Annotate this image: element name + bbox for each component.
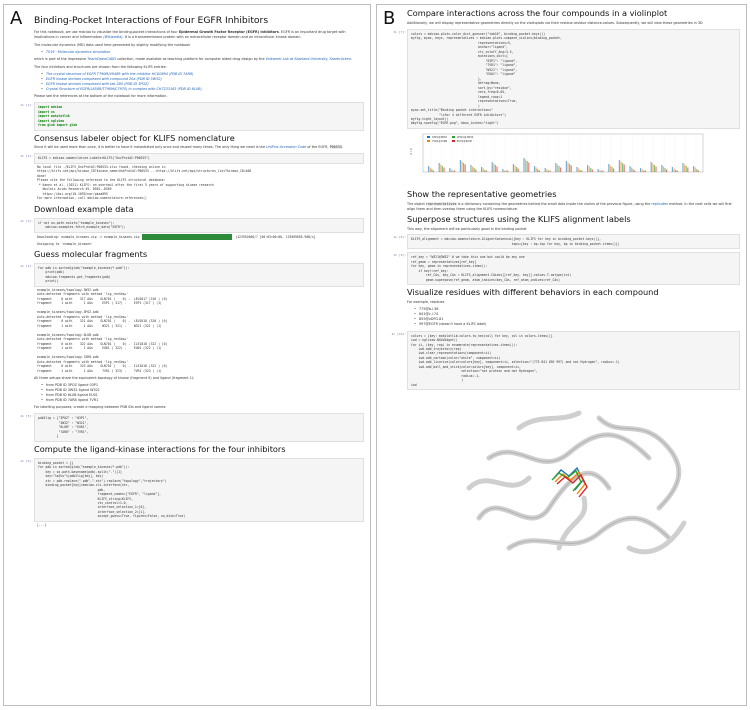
violin-mark [629,166,630,172]
violin-mark [523,158,524,172]
violin-mark [452,170,453,172]
violin-mark [663,166,664,172]
progress-fill [142,234,232,240]
violin-mark [442,166,443,172]
violin-mark [687,167,688,172]
panel-label-b: B [383,8,396,29]
legend-swatch [452,140,455,142]
legend-swatch [427,136,430,138]
legend-swatch [427,140,430,142]
violin-mark [581,170,582,172]
structure-link-6lub[interactable]: Crystal Structure of EGFR(L858R/T790M/C797S) in complex with CH7233163 (PDB ID 6LUB) [46,87,202,92]
mapping-note: For labelling purposes, create a mapping between PDB IDs and ligand names: [34,405,167,410]
violin-mark [571,165,572,172]
violin-mark [696,169,697,172]
heading-consensus: Consensus labeler object for KLIFS nomenclature [34,132,235,143]
legend-swatch [452,136,455,138]
violin-mark [505,170,506,172]
violin-mark [454,170,455,172]
cell-prompt: In [3]: [20,218,33,223]
code-cell-fragments[interactable] [20,263,364,374]
violin-mark [528,162,529,172]
violin-mark [428,166,429,172]
heading-compare: Compare interactions across the four compounds in a violinplot [407,8,668,18]
code-cell-imports[interactable] [20,102,364,130]
code-input[interactable]: import mdciao import os import matplotlib import nglview from glob import glob [34,102,364,130]
notebook-panel-b [376,4,747,706]
code-input[interactable]: colors = mdciao.plots.color_dict_guesser("tab10", binding_pocket.keys()) myfig, myax, keys, representatives = mdciao.plots.compare_violins(binding_pocket, representatives=5, anchor="ligand", ctc_cutoff_Ang=3.5, mutations_dict={ "03P1": "ligand", "7VR1": "ligand", "W321": "ligand", "EU01": "ligand" }, defrag=None, sort_by="residue", zero_freq=0.05, legend_rows=1 representatives=True, ) myax.set_title("Binding pocket interactions" "\nfor 4 different EGFR inhibitors") myfig.tight_layout() #myfig.savefig("EGFR.png", bbox_inches="tight") [407,29,740,129]
replicates-link[interactable]: replicates [651,201,669,206]
violin-mark [465,164,466,172]
code-cell-pdb2lig[interactable] [20,413,364,441]
violin-mark [677,170,678,172]
download-progress [34,233,364,241]
violin-mark [620,161,621,172]
progress-stats: |423952008/? [00:03<00:00, 125969656.90B/s] [235,234,316,239]
violin-mark [619,160,620,172]
violin-mark [486,170,487,172]
violin-mark [589,166,590,172]
violin-mark [502,169,503,172]
violin-mark [601,170,602,172]
violin-mark [495,165,496,172]
violin-mark [513,164,514,172]
molecule-viewer[interactable] [407,398,740,568]
violin-mark [440,164,441,172]
md-intro-text: The molecular dynamics (MD) data used here generated by slightly modifying the notebook [34,42,191,47]
violin-mark [558,166,559,172]
volkamer-lab-link[interactable]: Volkamer Lab at Saarland University, Saarbrücken [265,56,351,61]
violin-mark [484,170,485,172]
violin-mark [470,165,471,172]
code-input[interactable]: if not os.path.exists("example_kinases"): mdciao.examples.fetch_example_data("EGFR"); [34,218,364,233]
cell-prompt: In [7]: [393,29,406,34]
cell-prompt: In [6]: [20,458,33,463]
violin-mark [566,161,567,172]
residue-item: • 855@xDFG.81 [413,317,740,322]
teachopencadd-link[interactable]: TeachOpenCADD [87,56,117,61]
intro-paragraph: For this notebook, we use mdciao to visualize the binding-pocket interactions of four Epidermal Growth Factor Receptor (EGFR) inhibitors. EGFR is an important drug target with implications in cancer and inflammation (Wikipedia). It is a transmembrane protein with an extracellular receptor domain and an intracellular kinase domain. [34,30,346,39]
violin-mark [545,168,546,172]
code-input[interactable]: KLIFS = mdciao.nomenclature.LabelerKLIFS("UniProtAC:P00533") [34,153,364,163]
violin-mark [587,165,588,172]
t019-link[interactable]: T019 · Molecular dynamics simulation [46,49,111,54]
ligand-item: • from PDB ID 3W32 ligand W321 [40,388,364,393]
ligand-item: • from PDB ID 7AR8 ligand 7VR1 [40,398,364,403]
violin-mark [525,159,526,172]
violin-mark [686,166,687,172]
violin-mark [536,167,537,172]
violin-mark [631,167,632,172]
fragments-note: All three setups share the equivalent topology of kinase (fragment 0) and ligand (fragment 1): [34,376,195,381]
violin-mark [548,170,549,172]
violin-plot-svg [407,131,707,183]
violin-mark [684,164,685,172]
heading-download: Download example data [34,203,134,214]
code-input[interactable]: ref_key = "W321@3W32" # we take this one but could be any one ref_geom = representatives[ref_key] for key, geom in representatives.items(): if key!=ref_key: ref_CAs, key_CAs = KLIFS_alignment.CAidxs[[ref_key, key]].values.T.astype(int) geom.superpose(ref_geom, atom_indices=key_CAs, ref_atom_indices=ref_CAs) [407,252,740,285]
violin-mark [633,169,634,172]
violin-mark [592,169,593,172]
violin-mark [433,170,434,172]
violin-mark [613,168,614,172]
code-input[interactable]: binding_pocket = {} for pdb in sorted(glob("example_kinases/*.pdb")): key = os.path.basename(pdb).split(".")[1] key="%s@%s"%(pdb2lig[key], key) xtc = pdb.replace(".pdb",".xtc").replace("topology","trajectory") binding_pocket[key]=mdciao.cli.interface(xtc, pdb, fragment_names=["EGFR", "ligand"], KLIFS_string=KLIFS, ctc_control=1.0, interface_selection_1=[0], interface_selection_2=[1], accept_guess=True, figures=False, no_disk=True) [34,458,364,522]
violin-mark [611,167,612,172]
panel-label-a: A [10,8,23,29]
violin-mark [555,163,556,172]
uniprot-link[interactable]: UniProt Accession Code [266,145,307,150]
violin-mark [580,170,581,172]
cell-output: example_kinases/topology.3W32.pdb Auto-detected fragments with method 'lig_resSeq+' fragment 0 with 317 AAs GLN701 ( 0) - LEU1017 (316 ) (0) fragment 1 with 1 AAs E5P1 ( 317) - E5P1 (317 ) (1) example_kinases/topology.3POZ.pdb Auto-detected fragments with method 'lig_resSeq+' fragment 0 with 321 AAs GLN701 ( 0) - LEU1018 (320 ) (0) fragment 1 with 1 AAs W321 ( 321) - W321 (321 ) (1) example_kinases/topology.6LUB.pdb Auto-detected fragments with method 'lig_resSeq+' fragment 0 with 322 AAs GLN701 ( 0) - ILE1018 (322 ) (0) fragment 1 with 1 AAs EU01 ( 322) - EU01 (322 ) (1) example_kinases/topology.7AR8.pdb Auto-detected fragments with method 'lig_resSeq+' fragment 0 with 323 AAs GLN701 ( 0) - ILE1018 (322 ) (0) fragment 1 with 1 AAs 7VR1 ( 323) - 7VR1 (323 ) (1) [37,287,168,373]
cell-prompt: In [4]: [20,263,33,268]
violin-mark [654,165,655,172]
violin-mark [534,166,535,172]
violin-mark [496,166,497,172]
violin-mark [622,163,623,172]
violin-mark [675,170,676,172]
heading-superpose: Superpose structures using the KLIFS alignment labels [407,213,631,224]
violin-mark [549,170,550,172]
violin-mark [599,170,600,172]
violin-mark [439,163,440,172]
violin-mark [474,168,475,172]
violin-mark [527,161,528,172]
violin-mark [655,166,656,172]
cell-prompt: In [2]: [20,154,33,159]
progress-bar [142,234,232,240]
residue-item: • 841@c.l.74 [413,312,740,317]
unzip-output: Unzipping to 'example_kinases' [37,241,93,246]
code-input[interactable]: pdb2lig = {"3POZ" : "03P1", "3W32" : "W321", "6LUB" : "EU01", "7AR8" : "7VR1", } [34,413,364,441]
violin-mark [693,166,694,172]
violin-mark [518,168,519,172]
violin-mark [560,167,561,172]
code-cell-aligner[interactable] [393,234,740,249]
violin-mark [645,170,646,172]
violin-mark [492,162,493,172]
violin-mark [483,168,484,172]
violin-mark [576,167,577,172]
cell-output: No local file ./KLIFS_UniProtAC:P00533.xlsx found, checking online in https://klifs.net/api/kinase_ID?kinase_name=UniProtAC:P00533 ...https://klifs.net/api/structures_list?kinase_ID=406 done! Please cite the following reference to the KLIFS structural database: * Kanev et al. (2021) KLIFS: an overhaul after the first 5 years of supporting kinase research Nucleic Acids Research 49, D562--D569 https://doi.org/10.1093/nar/gkaa895 For more information, call mdciao.nomenclature.references() [37,164,252,201]
violin-mark [507,170,508,172]
residue-item: • 775@b.l.36 [413,307,740,312]
violin-mark [546,169,547,172]
violin-mark [698,170,699,172]
violin-mark [472,166,473,172]
residue-item: • 997@EGFR (doesn't have a KLIFS label) [413,322,740,327]
notebook-title: Binding-Pocket Interactions of Four EGFR Inhibitors [34,15,269,26]
violin-mark [539,170,540,172]
code-cell-klifs[interactable] [20,153,364,201]
violin-ylabel: d / Å [409,148,413,155]
superpose-note: This way, the alignment will be particularly good in the binding pocket [407,226,527,231]
violin-mark [673,168,674,172]
violin-mark [504,170,505,172]
violin-mark [640,168,641,172]
cell-output-ellipsis: [...] [37,522,47,527]
show-text: The object representatives is a dictionary containing the geometries behind the small dots inside the violins of the previous figure, using the replicates method. In the next cells we will first align them and then overlap them using the KLIFS nomenclature. [407,201,732,211]
code-input[interactable]: KLIFS_alignment = mdciao.nomenclature.AlignerConsensus({key : KLIFS for key in binding_pocket.keys()}, tops={key : bp.top for key, bp in binding_pocket.items()}) [407,234,740,249]
violin-mark [463,163,464,172]
violin-mark [624,164,625,172]
violin-mark [634,170,635,172]
violin-mark [449,168,450,172]
cell-prompt: In [9]: [393,253,406,258]
structure-link-3w32[interactable]: EGFR kinase domain complexed with compound 20a (PDB ID 3W32) [46,76,162,81]
violin-mark [652,163,653,172]
violin-mark [664,168,665,172]
violin-mark [666,169,667,172]
violin-plot [407,131,740,187]
violin-mark [643,170,644,172]
refs-note: Please see the references at the bottom of the notebook for more information. [34,94,168,99]
violin-mark [608,164,609,172]
legend-entry: EU01@6LUB [457,139,472,143]
violin-mark [461,161,462,172]
violin-mark [431,169,432,172]
ligand-item: • from PDB ID 3POZ ligand 03P1 [40,383,364,388]
violin-mark [569,164,570,172]
violin-mark [481,167,482,172]
violin-mark [602,170,603,172]
compare-note: Additionally, we will display representative geometries directly on the violinplots via their residue-residue distance-values. Subsequently, we will view these geometries in 3D [407,20,703,25]
violin-mark [516,167,517,172]
violin-mark [695,167,696,172]
code-cell-download[interactable] [20,218,364,247]
cell-prompt: In [1]: [20,103,33,108]
violin-mark [661,165,662,172]
cell-prompt: In [10]: [391,331,406,336]
code-cell-interface[interactable] [20,458,364,529]
code-input[interactable]: for pdb in sorted(glob("example_kinases/*.pdb")): print(pdb) mdciao.fragments.get_fragments(pdb) print() [34,263,364,287]
violin-mark [590,168,591,172]
structure-link-7ar8[interactable]: The crystal structure of EGFR T790M/V948R with the inhibitor HCG0894 (PDB ID 7AR8) [46,71,194,76]
heading-show: Show the representative geometries [407,188,557,199]
violin-mark [642,169,643,172]
code-cell-nglview[interactable] [391,331,740,391]
code-cell-superpose[interactable] [393,252,740,285]
violin-mark [514,165,515,172]
violin-mark [682,163,683,172]
protein-structure-render[interactable] [449,398,699,568]
structures-intro: The four inhibitors and structures are chosen from the following KLIFS entries: [34,64,167,69]
legend-entry: W321@3W32 [457,135,474,139]
heading-fragments: Guess molecular fragments [34,249,148,260]
violin-mark [598,169,599,172]
wikipedia-link[interactable]: (Wikipedia) [103,34,123,39]
code-cell-violins[interactable] [393,29,740,129]
notebook-panel-a [3,4,371,706]
code-input[interactable]: colors = {key: matplotlib.colors.to_hex(col) for key, col in colors.items()} iwd = nglview.NGLWidget() for ii, (key, rep) in enumerate(representatives.items()): iwd.add_trajectory(rep) iwd.clear_representations(component=ii) iwd.add_cartoon(color="white", component=ii) iwd.add_licorice(color=colors[key], component=ii, selection="(775 841 855 997) and not Hydrogen", radius=.1) iwd.add_ball_and_stick(color=colors[key], component=ii, selection="not protein and not Hydrogen", radius=.1, ) iwd [407,331,740,391]
heading-compute: Compute the ligand-kinase interactions for the four inhibitors [34,443,286,454]
violin-mark [493,163,494,172]
ligand-item: • from PDB ID 6LUB ligand EU01 [40,393,364,398]
heading-visualize: Visualize residues with different behaviors in each compound [407,287,659,298]
legend-entry: 03P1@3POZ [432,135,447,139]
cell-prompt: In [8]: [393,235,406,240]
violin-mark [610,165,611,172]
consensus-text: Since it will be used more than once, it is better to have it instantiated only once and reused many times. The only thing we need is the UniProt Accession Code of the EGFR, P00533. [34,145,343,150]
violin-mark [578,168,579,172]
example-note: For example, residues [407,300,445,305]
progress-label: Downloading: example_kinases.zip -> example_kinases.zip [37,234,140,239]
cell-prompt: In [5]: [20,414,33,419]
structure-link-3poz[interactable]: EGFR kinase domain complexed with tak-285 (PDB ID 3POZ) [46,82,149,87]
violin-mark [651,162,652,172]
violin-mark [567,162,568,172]
violin-mark [537,169,538,172]
collection-text: which is part of the impressive TeachOpenCADD collection, made available as teaching platform for computer aided drug design by the Volkamer Lab at Saarland University, Saarbrücken. [34,56,352,61]
violin-mark [557,164,558,172]
violin-mark [475,169,476,172]
violin-mark [451,169,452,172]
violin-mark [672,167,673,172]
violin-mark [460,160,461,172]
legend-entry: 7VR1@7AR8 [432,139,448,143]
violin-mark [430,167,431,172]
violin-mark [443,167,444,172]
